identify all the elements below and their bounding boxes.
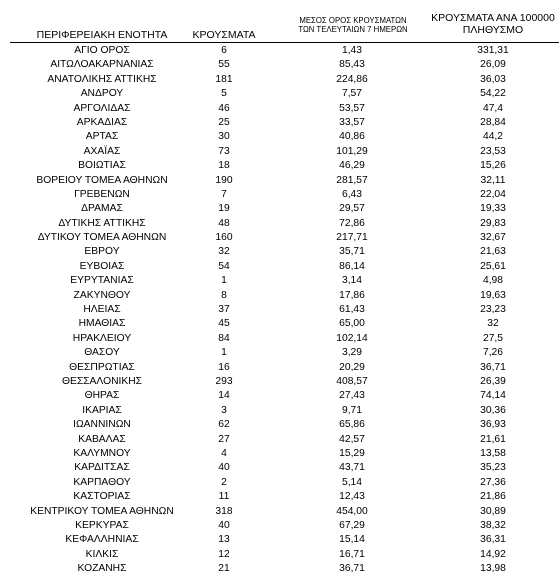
cell-avg-7-days: 217,71 <box>336 232 368 244</box>
cell-avg-7-days: 46,29 <box>339 160 365 172</box>
cell-per-100000: 4,98 <box>482 275 504 287</box>
cell-avg-7-days: 43,71 <box>339 462 365 474</box>
table-row <box>0 490 560 504</box>
table-row <box>0 346 560 360</box>
cell-per-100000: 32 <box>487 318 499 330</box>
table-row <box>0 58 560 72</box>
header-cases: ΚΡΟΥΣΜΑΤΑ <box>192 29 256 41</box>
cell-avg-7-days: 408,57 <box>336 375 368 387</box>
table-row <box>0 533 560 547</box>
cell-per-100000: 74,14 <box>480 390 506 402</box>
table-row <box>0 332 560 346</box>
cell-region: ΑΡΓΟΛΙΔΑΣ <box>73 102 131 114</box>
table-row <box>0 217 560 231</box>
cell-cases: 181 <box>215 73 233 85</box>
cell-cases: 16 <box>218 361 230 373</box>
table-row <box>0 461 560 475</box>
cell-region: ΖΑΚΥΝΘΟΥ <box>73 289 131 301</box>
cell-avg-7-days: 27,43 <box>339 390 365 402</box>
cell-per-100000: 13,98 <box>480 563 506 575</box>
cell-per-100000: 23,23 <box>480 304 506 316</box>
cell-cases: 8 <box>221 289 227 301</box>
header-rule <box>10 42 559 43</box>
cell-per-100000: 30,89 <box>480 505 506 517</box>
table-row <box>0 447 560 461</box>
cell-region: ΚΕΡΚΥΡΑΣ <box>75 519 129 531</box>
cell-per-100000: 38,32 <box>480 519 506 531</box>
cell-region: ΚΑΛΥΜΝΟΥ <box>73 447 131 459</box>
cell-avg-7-days: 15,29 <box>339 447 365 459</box>
cell-region: ΚΕΦΑΛΛΗΝΙΑΣ <box>65 534 139 546</box>
cell-cases: 160 <box>215 232 233 244</box>
cell-avg-7-days: 86,14 <box>339 260 365 272</box>
cell-per-100000: 29,83 <box>480 217 506 229</box>
cell-region: ΚΑΡΔΙΤΣΑΣ <box>74 462 130 474</box>
cell-cases: 7 <box>221 188 227 200</box>
table-row <box>0 116 560 130</box>
cell-avg-7-days: 33,57 <box>339 116 365 128</box>
cell-region: ΔΡΑΜΑΣ <box>81 203 123 215</box>
table-row <box>0 289 560 303</box>
cell-per-100000: 19,63 <box>480 289 506 301</box>
cell-region: ΘΕΣΣΑΛΟΝΙΚΗΣ <box>61 375 143 387</box>
header-cases-per-100000 <box>427 13 559 36</box>
cell-avg-7-days: 3,14 <box>341 275 363 287</box>
table-row <box>0 389 560 403</box>
cell-per-100000: 35,23 <box>480 462 506 474</box>
table-row <box>0 476 560 490</box>
cell-avg-7-days: 5,14 <box>341 476 363 488</box>
cell-per-100000: 7,26 <box>482 347 504 359</box>
cell-avg-7-days: 72,86 <box>339 217 365 229</box>
table-row <box>0 505 560 519</box>
header-region: ΠΕΡΙΦΕΡΕΙΑΚΗ ΕΝΟΤΗΤΑ <box>36 29 168 41</box>
cell-avg-7-days: 65,86 <box>339 419 365 431</box>
table-row <box>0 145 560 159</box>
cell-region: ΔΥΤΙΚΗΣ ΑΤΤΙΚΗΣ <box>58 217 146 229</box>
cell-per-100000: 13,58 <box>480 447 506 459</box>
cell-cases: 55 <box>218 59 230 71</box>
cell-per-100000: 22,04 <box>480 188 506 200</box>
cell-region: ΙΚΑΡΙΑΣ <box>82 404 122 416</box>
table-row <box>0 303 560 317</box>
cell-cases: 46 <box>218 102 230 114</box>
cell-cases: 18 <box>218 160 230 172</box>
table-row <box>0 375 560 389</box>
table-row <box>0 102 560 116</box>
cell-region: ΑΝΑΤΟΛΙΚΗΣ ΑΤΤΙΚΗΣ <box>47 73 157 85</box>
cell-cases: 4 <box>221 447 227 459</box>
cell-cases: 6 <box>221 45 227 56</box>
table-row <box>0 44 560 58</box>
cell-region: ΙΩΑΝΝΙΝΩΝ <box>73 419 131 431</box>
cell-per-100000: 26,39 <box>480 375 506 387</box>
cell-region: ΚΕΝΤΡΙΚΟΥ ΤΟΜΕΑ ΑΘΗΝΩΝ <box>30 505 174 517</box>
cell-cases: 2 <box>221 476 227 488</box>
header-avg-7-days <box>278 17 428 34</box>
cell-region: ΗΜΑΘΙΑΣ <box>78 318 126 330</box>
cell-cases: 25 <box>218 116 230 128</box>
cell-region: ΚΑΒΑΛΑΣ <box>78 433 126 445</box>
cell-cases: 3 <box>221 404 227 416</box>
cell-per-100000: 21,63 <box>480 246 506 258</box>
cell-cases: 48 <box>218 217 230 229</box>
cell-per-100000: 21,61 <box>480 433 506 445</box>
header-per-line2: ΠΛΗΘΥΣΜΟ <box>462 23 524 36</box>
cell-per-100000: 26,09 <box>480 59 506 71</box>
table-header <box>0 0 560 44</box>
table-row <box>0 73 560 87</box>
cell-cases: 1 <box>221 275 227 287</box>
cell-region: ΘΑΣΟΥ <box>84 347 120 359</box>
cell-per-100000: 27,5 <box>482 332 504 344</box>
cell-cases: 37 <box>218 304 230 316</box>
cell-avg-7-days: 42,57 <box>339 433 365 445</box>
cell-cases: 293 <box>215 375 233 387</box>
cell-per-100000: 36,93 <box>480 419 506 431</box>
table-row <box>0 130 560 144</box>
cell-cases: 14 <box>218 390 230 402</box>
cell-avg-7-days: 1,43 <box>341 45 363 56</box>
cell-avg-7-days: 67,29 <box>339 519 365 531</box>
cell-cases: 45 <box>218 318 230 330</box>
cell-region: ΑΧΑΪΑΣ <box>83 145 121 157</box>
cell-region: ΑΡΚΑΔΙΑΣ <box>76 116 128 128</box>
cell-per-100000: 30,36 <box>480 404 506 416</box>
cell-region: ΕΒΡΟΥ <box>84 246 120 258</box>
cell-cases: 190 <box>215 174 233 186</box>
cell-cases: 40 <box>218 462 230 474</box>
cell-avg-7-days: 85,43 <box>339 59 365 71</box>
cell-region: ΔΥΤΙΚΟΥ ΤΟΜΕΑ ΑΘΗΝΩΝ <box>37 232 167 244</box>
cell-region: ΕΥΡΥΤΑΝΙΑΣ <box>70 275 134 287</box>
table-row <box>0 519 560 533</box>
header-avg-line2: ΤΩΝ ΤΕΛΕΥΤΑΙΩΝ 7 ΗΜΕΡΩΝ <box>298 24 408 34</box>
cell-per-100000: 15,26 <box>480 160 506 172</box>
cell-region: ΚΟΖΑΝΗΣ <box>77 563 127 575</box>
cell-avg-7-days: 454,00 <box>336 505 368 517</box>
cell-region: ΕΥΒΟΙΑΣ <box>79 260 125 272</box>
cell-per-100000: 19,33 <box>480 203 506 215</box>
cell-per-100000: 36,31 <box>480 534 506 546</box>
cell-per-100000: 27,36 <box>480 476 506 488</box>
cell-cases: 19 <box>218 203 230 215</box>
table-row <box>0 260 560 274</box>
cell-region: ΑΝΔΡΟΥ <box>80 88 124 100</box>
table-row <box>0 188 560 202</box>
cell-avg-7-days: 6,43 <box>341 188 363 200</box>
cell-per-100000: 14,92 <box>480 548 506 560</box>
cell-region: ΗΡΑΚΛΕΙΟΥ <box>72 332 132 344</box>
cell-region: ΘΗΡΑΣ <box>84 390 120 402</box>
cell-avg-7-days: 3,29 <box>341 347 363 359</box>
cell-per-100000: 47,4 <box>482 102 504 114</box>
cell-avg-7-days: 40,86 <box>339 131 365 143</box>
cell-per-100000: 25,61 <box>480 260 506 272</box>
cell-avg-7-days: 281,57 <box>336 174 368 186</box>
cell-per-100000: 32,67 <box>480 232 506 244</box>
cell-cases: 318 <box>215 505 233 517</box>
cell-cases: 30 <box>218 131 230 143</box>
cell-cases: 13 <box>218 534 230 546</box>
cell-region: ΘΕΣΠΡΩΤΙΑΣ <box>69 361 135 373</box>
table-row <box>0 404 560 418</box>
cell-region: ΑΡΤΑΣ <box>85 131 119 143</box>
cell-per-100000: 36,71 <box>480 361 506 373</box>
table-row <box>0 202 560 216</box>
cell-per-100000: 331,31 <box>477 45 509 56</box>
cell-avg-7-days: 36,71 <box>339 563 365 575</box>
cell-avg-7-days: 65,00 <box>339 318 365 330</box>
cell-per-100000: 21,86 <box>480 491 506 503</box>
cell-avg-7-days: 20,29 <box>339 361 365 373</box>
cell-cases: 40 <box>218 519 230 531</box>
table-row <box>0 87 560 101</box>
cell-cases: 12 <box>218 548 230 560</box>
cell-avg-7-days: 35,71 <box>339 246 365 258</box>
cell-avg-7-days: 16,71 <box>339 548 365 560</box>
cell-per-100000: 36,03 <box>480 73 506 85</box>
table-row <box>0 159 560 173</box>
table-row <box>0 231 560 245</box>
table-row <box>0 317 560 331</box>
cell-avg-7-days: 53,57 <box>339 102 365 114</box>
cell-avg-7-days: 7,57 <box>341 88 363 100</box>
cell-avg-7-days: 9,71 <box>341 404 363 416</box>
cell-cases: 54 <box>218 260 230 272</box>
cell-avg-7-days: 61,43 <box>339 304 365 316</box>
cell-region: ΚΑΡΠΑΘΟΥ <box>73 476 131 488</box>
cell-cases: 62 <box>218 419 230 431</box>
cell-avg-7-days: 17,86 <box>339 289 365 301</box>
header-avg-line1: ΜΕΣΟΣ ΟΡΟΣ ΚΡΟΥΣΜΑΤΩΝ <box>299 16 407 25</box>
table-row <box>0 245 560 259</box>
cell-avg-7-days: 29,57 <box>339 203 365 215</box>
cell-region: ΗΛΕΙΑΣ <box>83 304 121 316</box>
table-row <box>0 548 560 562</box>
cell-cases: 1 <box>221 347 227 359</box>
cell-cases: 32 <box>218 246 230 258</box>
table-body <box>0 44 560 576</box>
cell-cases: 27 <box>218 433 230 445</box>
table-row <box>0 274 560 288</box>
cell-region: ΒΟΙΩΤΙΑΣ <box>78 160 126 172</box>
cell-avg-7-days: 224,86 <box>336 73 368 85</box>
cell-region: ΚΙΛΚΙΣ <box>85 548 119 560</box>
cell-region: ΚΑΣΤΟΡΙΑΣ <box>73 491 131 503</box>
table-row <box>0 433 560 447</box>
cell-region: ΓΡΕΒΕΝΩΝ <box>74 188 130 200</box>
header-per-line1: ΚΡΟΥΣΜΑΤΑ ΑΝΑ 100000 <box>431 12 555 24</box>
cell-per-100000: 28,84 <box>480 116 506 128</box>
cell-region: ΑΓΙΟ ΟΡΟΣ <box>74 45 130 56</box>
cell-cases: 73 <box>218 145 230 157</box>
cell-avg-7-days: 15,14 <box>339 534 365 546</box>
cell-cases: 5 <box>221 88 227 100</box>
cell-per-100000: 32,11 <box>480 174 506 186</box>
table-row <box>0 562 560 576</box>
cell-cases: 21 <box>218 563 230 575</box>
cell-avg-7-days: 102,14 <box>336 332 368 344</box>
cell-avg-7-days: 12,43 <box>339 491 365 503</box>
cell-per-100000: 44,2 <box>482 131 504 143</box>
table-row <box>0 418 560 432</box>
table-row <box>0 174 560 188</box>
cell-avg-7-days: 101,29 <box>336 145 368 157</box>
cell-region: ΒΟΡΕΙΟΥ ΤΟΜΕΑ ΑΘΗΝΩΝ <box>36 174 168 186</box>
cell-cases: 84 <box>218 332 230 344</box>
cell-per-100000: 54,22 <box>480 88 506 100</box>
table-row <box>0 361 560 375</box>
cell-cases: 11 <box>218 491 230 503</box>
cell-per-100000: 23,53 <box>480 145 506 157</box>
cell-region: ΑΙΤΩΛΟΑΚΑΡΝΑΝΙΑΣ <box>50 59 154 71</box>
